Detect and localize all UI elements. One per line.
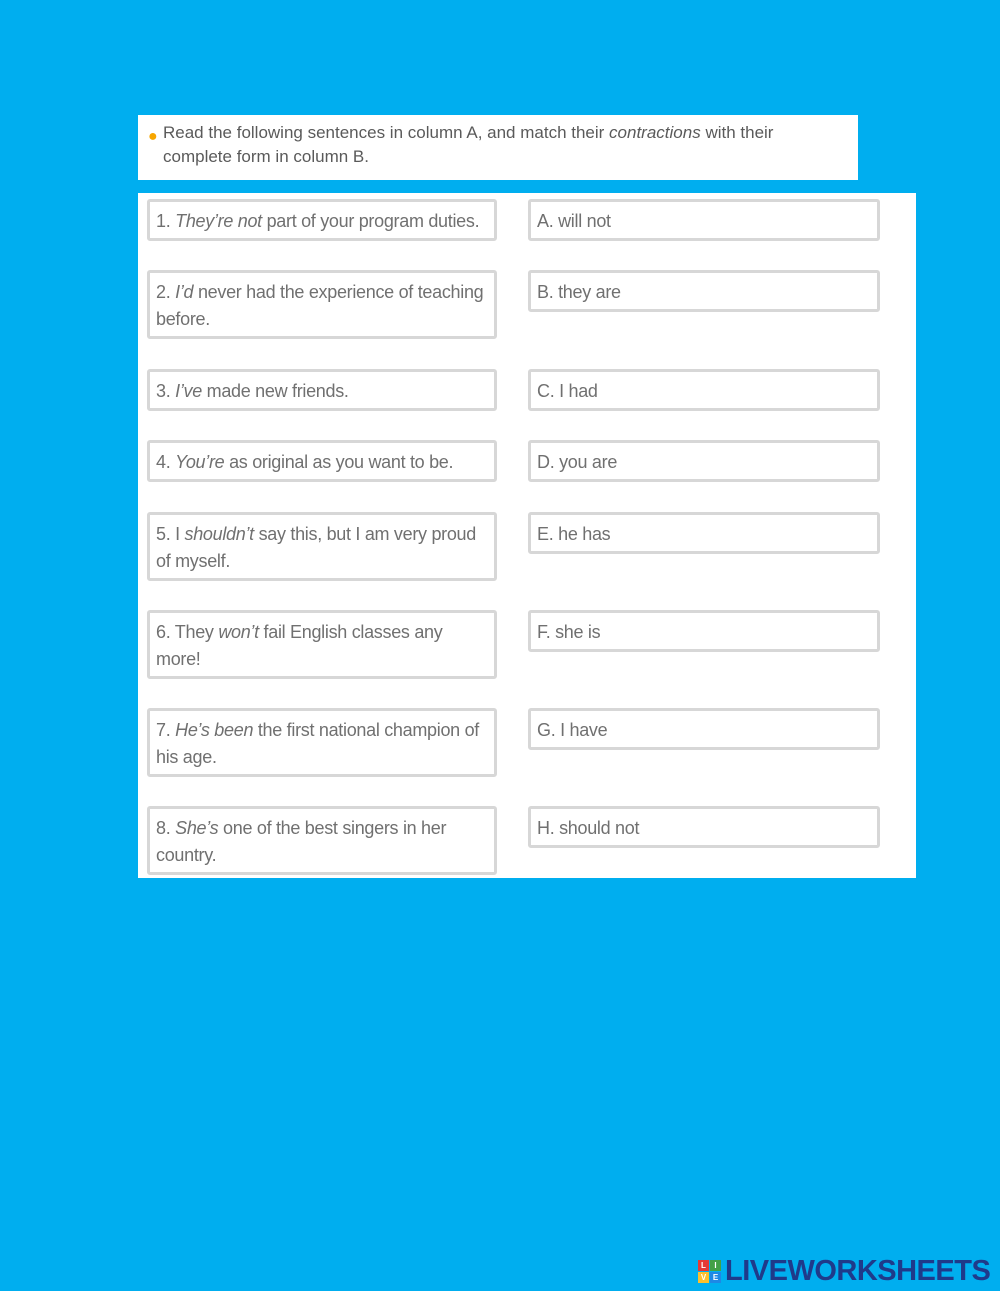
sentence-rest: part of your program duties. — [261, 211, 480, 231]
sentence-number: 3. — [156, 381, 176, 401]
sentence-rest: one of the best singers in her country. — [156, 818, 447, 865]
answer-box-e[interactable]: E. he has — [528, 512, 880, 554]
instruction-part1: Read the following sentences in column A, and match their — [163, 123, 610, 142]
sentence-number: 6. They — [156, 622, 219, 642]
contraction: won’t — [218, 622, 259, 642]
logo-tiles-icon — [698, 1260, 721, 1283]
sentence-rest: fail English classes any more! — [156, 622, 443, 669]
contraction: They’re not — [175, 211, 262, 231]
sentence-number: 7. — [156, 720, 176, 740]
bullet-icon: ● — [148, 128, 158, 145]
answer-box-h[interactable]: H. should not — [528, 806, 880, 848]
contraction: shouldn’t — [184, 524, 254, 544]
sentence-rest: never had the experience of teaching before. — [156, 282, 484, 329]
contraction: He’s been — [175, 720, 254, 740]
sentence-rest: made new friends. — [201, 381, 349, 401]
sentence-box-6[interactable] — [147, 610, 497, 679]
logo-brand-text: LIVEWORKSHEETS — [725, 1254, 991, 1287]
sentence-rest: the first national champion of his age. — [156, 720, 479, 767]
contraction: You’re — [175, 452, 225, 472]
logo-tile: I — [710, 1260, 721, 1271]
contraction: I’ve — [175, 381, 202, 401]
answer-box-c[interactable]: C. I had — [528, 369, 880, 411]
sentence-rest: as original as you want to be. — [224, 452, 454, 472]
sentence-number: 5. I — [156, 524, 185, 544]
sentence-number: 2. — [156, 282, 176, 302]
liveworksheets-logo — [698, 1254, 990, 1288]
logo-tile: V — [698, 1272, 709, 1283]
sentence-box-7[interactable] — [147, 708, 497, 777]
contraction: She’s — [175, 818, 219, 838]
sentence-box-4[interactable] — [147, 440, 497, 482]
matching-panel — [138, 193, 916, 878]
sentence-box-3[interactable] — [147, 369, 497, 411]
sentence-number: 1. — [156, 211, 176, 231]
sentence-number: 8. — [156, 818, 176, 838]
sentence-box-5[interactable] — [147, 512, 497, 581]
answer-box-d[interactable]: D. you are — [528, 440, 880, 482]
answer-box-f[interactable]: F. she is — [528, 610, 880, 652]
contraction: I’d — [175, 282, 194, 302]
sentence-box-2[interactable] — [147, 270, 497, 339]
sentence-box-8[interactable] — [147, 806, 497, 875]
sentence-number: 4. — [156, 452, 176, 472]
answer-box-g[interactable]: G. I have — [528, 708, 880, 750]
answer-box-a[interactable]: A. will not — [528, 199, 880, 241]
instruction-text — [163, 121, 843, 169]
answer-box-b[interactable]: B. they are — [528, 270, 880, 312]
instruction-emphasis: contractions — [609, 123, 701, 142]
sentence-box-1[interactable] — [147, 199, 497, 241]
logo-tile: E — [710, 1272, 721, 1283]
logo-tile: L — [698, 1260, 709, 1271]
sentence-rest: say this, but I am very proud of myself. — [156, 524, 476, 571]
instruction-part2: with their complete form in column B. — [163, 123, 774, 166]
instruction-box — [138, 115, 858, 180]
